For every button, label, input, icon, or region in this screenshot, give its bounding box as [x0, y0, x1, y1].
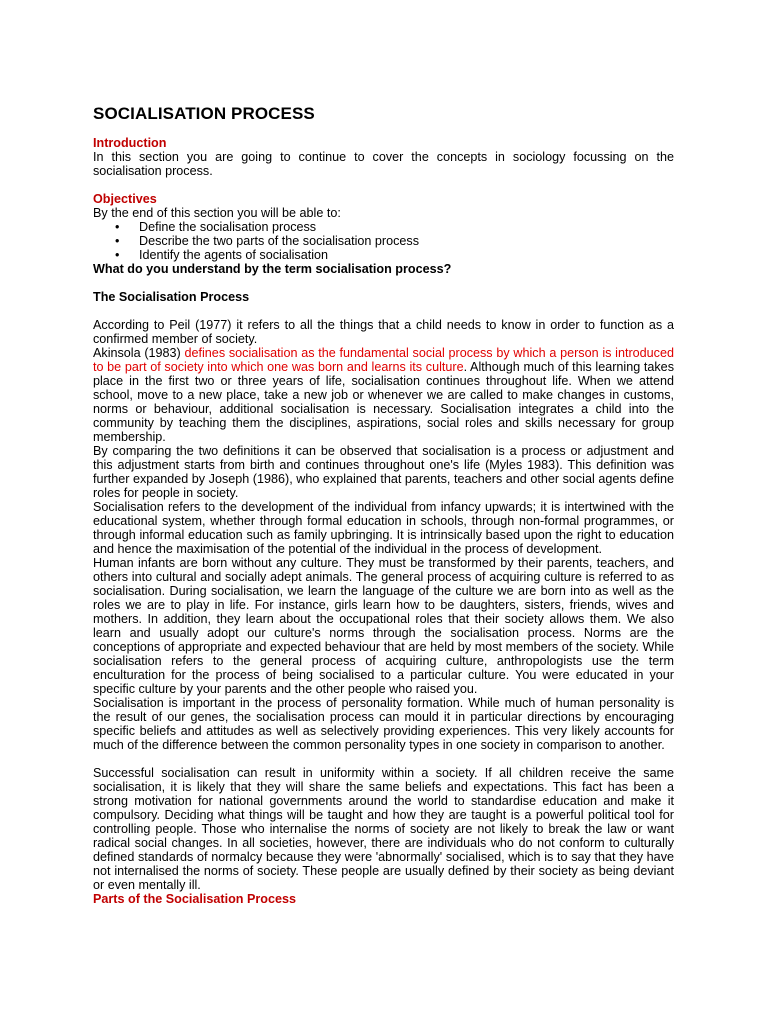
paragraph-development: Socialisation refers to the development of the individual from infancy upwards; it is intertwined with the educational system, whether through formal education in schools, through non-formal programmes, or through informal education such as family upbringing. It is intrinsically based upon the right to education and hence the maximisation of the potential of the individual in the process of development.: [93, 500, 674, 556]
introduction-heading: Introduction: [93, 136, 167, 150]
objective-item-text: Define the socialisation process: [139, 220, 317, 234]
bullet-icon: •: [115, 248, 120, 262]
socialisation-process-heading: The Socialisation Process: [93, 290, 250, 304]
akinsola-definition-highlight: defines socialisation as the fundamental social process by which a person is introduced to be part of society into which one was born and learns its culture: [93, 346, 674, 374]
objectives-lead: By the end of this section you will be able to:: [93, 206, 341, 220]
paragraph-infants: Human infants are born without any culture. They must be transformed by their parents, teachers, and others into cultural and socially adept animals. The general process of acquiring culture is referred to as socialisation. During socialisation, we learn the language of the culture we are born into as well as the roles we are to play in life. For instance, girls learn how to be daughters, sisters, friends, wives and mothers. In addition, they learn about the occupational roles that their society allows them. We also learn and usually adopt our culture's norms through the socialisation process. Norms are the conceptions of appropriate and expected behaviour that are held by most members of the society. While socialisation refers to the general process of acquiring culture, anthropologists use the term enculturation for the process of being socialised to a particular culture. You were educated in your specific culture by your parents and the other people who raised you.: [93, 556, 674, 696]
introduction-text: In this section you are going to continue to cover the concepts in sociology focussing on the socialisation process.: [93, 150, 674, 178]
question-heading: What do you understand by the term socialisation process?: [93, 262, 452, 276]
akinsola-rest-text: . Although much of this learning takes place in the first two or three years of life, socialisation continues throughout life. When we attend school, move to a new place, take a new job or whenever we are called to make changes in customs, norms or behaviour, additional socialisation is necessary. Socialisation integrates a child into the community by teaching them the disciplines, aspirations, social roles and skills necessary for group membership.: [93, 360, 674, 444]
objective-item-text: Describe the two parts of the socialisation process: [139, 234, 419, 248]
akinsola-lead-text: Akinsola (1983): [93, 346, 185, 360]
parts-heading: Parts of the Socialisation Process: [93, 892, 296, 906]
paragraph-personality: Socialisation is important in the process of personality formation. While much of human personality is the result of our genes, the socialisation process can mould it in particular directions by encouraging specific beliefs and attitudes as well as selectively providing experiences. This very likely accounts for much of the difference between the common personality types in one society in comparison to another.: [93, 696, 674, 752]
objective-item-text: Identify the agents of socialisation: [139, 248, 329, 262]
paragraph-akinsola: [93, 346, 674, 444]
objectives-list: [93, 220, 674, 262]
paragraph-successful: Successful socialisation can result in uniformity within a society. If all children receive the same socialisation, it is likely that they will share the same beliefs and expectations. This fact has been a strong motivation for national governments around the world to standardise education and make it compulsory. Deciding what things will be taught and how they are taught is a powerful political tool for controlling people. Those who internalise the norms of society are not likely to break the law or want radical social changes. In all societies, however, there are individuals who do not conform to culturally defined standards of normalcy because they were 'abnormally' socialised, which is to say that they have not internalised the norms of society. These people are usually defined by their society as being deviant or even mentally ill.: [93, 766, 674, 892]
objective-item: [115, 248, 674, 262]
paragraph-peil: According to Peil (1977) it refers to all the things that a child needs to know in order to function as a confirmed member of society.: [93, 318, 674, 346]
objective-item: [115, 234, 674, 248]
bullet-icon: •: [115, 220, 120, 234]
objective-item: [115, 220, 674, 234]
bullet-icon: •: [115, 234, 120, 248]
paragraph-comparing: By comparing the two definitions it can be observed that socialisation is a process or adjustment and this adjustment starts from birth and continues throughout one's life (Myles 1983). This definition was further expanded by Joseph (1986), who explained that parents, teachers and other social agents define roles for people in society.: [93, 444, 674, 500]
objectives-heading: Objectives: [93, 192, 157, 206]
document-title: SOCIALISATION PROCESS: [93, 104, 315, 123]
